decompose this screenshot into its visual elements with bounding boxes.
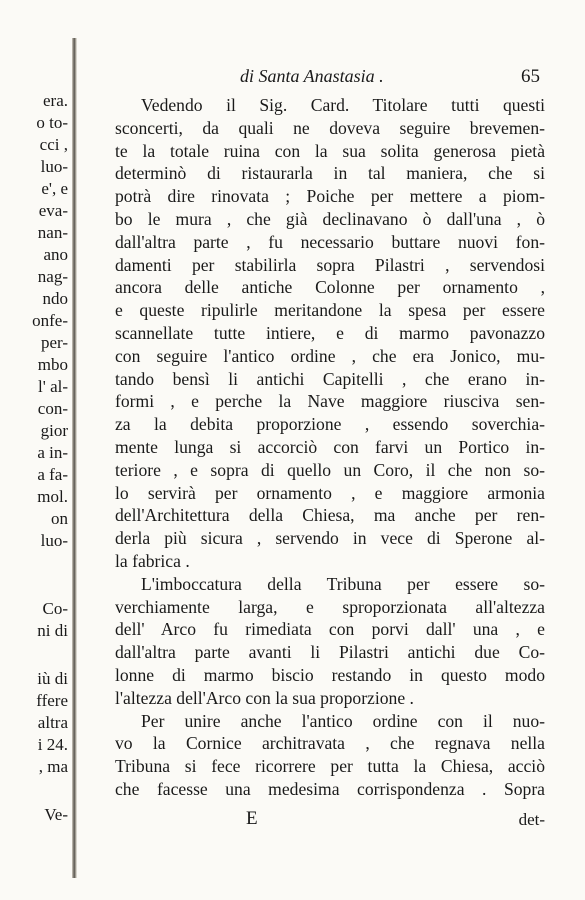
body-text [115,94,545,801]
facing-page-line: a fa- [37,465,68,484]
text-line: determinò di ristaurarla in tal maniera, che si [115,163,545,184]
facing-page-line: per- [40,333,68,352]
facing-page-line: con- [37,399,68,418]
facing-page-line: on [51,509,68,528]
facing-page-line: nan- [37,223,68,242]
text-line: scannellate tutte intiere, e di marmo pavonazzo [115,322,545,343]
page-footer [0,808,585,832]
text-line: che facesse una medesima corrispondenza . Sopra [115,778,545,799]
text-line: bo le mura , che già declinavano ò dall'una , ò [115,208,545,229]
text-line: formi , e perche la Nave maggiore riusciva sen- [115,391,545,412]
text-line: Tribuna si fece ricorrere per tutta la Chiesa, acciò [115,756,545,777]
facing-page-line: onfe- [32,311,68,330]
facing-page-line: Co- [42,599,68,618]
text-line: dall'altra parte , fu necessario buttare nuovi fon- [115,231,545,252]
text-line: L'imboccatura della Tribuna per essere so- [141,573,545,594]
facing-page-line: Ve- [44,805,68,824]
signature-mark: E [246,808,258,829]
text-line: te la totale ruina con la sua solita generosa pietà [115,140,545,161]
facing-page-line: era. [42,91,68,110]
facing-page-line: i 24. [37,735,68,754]
page-number: 65 [521,66,540,87]
facing-page-line: ano [43,245,68,264]
text-line: sconcerti, da quali ne doveva seguire brevemen- [115,117,545,138]
text-line: con seguire l'antico ordine , che era Jonico, mu- [115,345,545,366]
facing-page-line: o to- [36,113,68,132]
facing-page-line: l' al- [38,377,68,396]
text-line: damenti per stabilirla sopra Pilastri , servendosi [115,254,545,275]
text-line: Per unire anche l'antico ordine con il nuo- [141,710,545,731]
text-line: lonne di marmo biscio restando in questo modo [115,664,545,685]
facing-page-line: e', e [41,179,68,198]
text-line: e queste ripulirle meritandone la spesa per essere [115,300,545,321]
facing-page-line: nag- [37,267,68,286]
text-line: la fabrica . [115,550,190,571]
text-line: Vedendo il Sig. Card. Titolare tutti questi [141,95,545,115]
facing-page-line: mbo [37,355,68,374]
text-line: derla più sicura , servendo in vece di Sperone al- [115,528,545,549]
facing-page-line: altra [37,713,68,732]
facing-page-fragment [0,90,74,850]
facing-page-line: , ma [38,757,68,776]
facing-page-line: luo- [40,531,68,550]
text-line: teriore , e sopra di quello un Coro, il che non so- [115,459,545,480]
facing-page-line: iù di [37,669,68,688]
facing-page-line: ni di [37,621,68,640]
text-line: mente lunga si accorciò con farvi un Portico in- [115,436,545,457]
facing-page-line: ffere [36,691,68,710]
facing-page-line: luo- [40,157,68,176]
facing-page-line: mol. [37,487,68,506]
text-line: dall'altra parte avanti li Pilastri antichi due Co- [115,642,545,663]
catchword: det- [518,810,545,829]
facing-page-line: ndo [42,289,68,308]
facing-page-line: gior [40,421,68,440]
running-title: di Santa Anastasia . [240,66,384,86]
facing-page-line: a in- [37,443,68,462]
text-line: dell'Architettura della Chiesa, ma anche per ren- [115,505,545,526]
text-line: vo la Cornice architravata , che regnava nella [115,733,545,754]
text-line: ancora delle antiche Colonne per ornamento , [115,277,545,298]
text-line: tando bensì li antichi Capitelli , che erano in- [115,368,545,389]
text-line: za la debita proporzione , essendo soverchia- [115,414,545,435]
book-gutter [72,38,77,878]
facing-page-line: cci , [39,135,68,154]
facing-page-line: eva- [38,201,68,220]
page-header [240,66,540,92]
text-line: dell' Arco fu rimediata con porvi dall' una , e [115,619,545,640]
text-line: l'altezza dell'Arco con la sua proporzione . [115,687,414,708]
text-line: verchiamente larga, e sproporzionata all'altezza [115,596,545,617]
text-line: potrà dire rinovata ; Poiche per mettere a piom- [115,186,545,207]
text-line: lo servirà per ornamento , e maggiore armonia [115,482,545,503]
